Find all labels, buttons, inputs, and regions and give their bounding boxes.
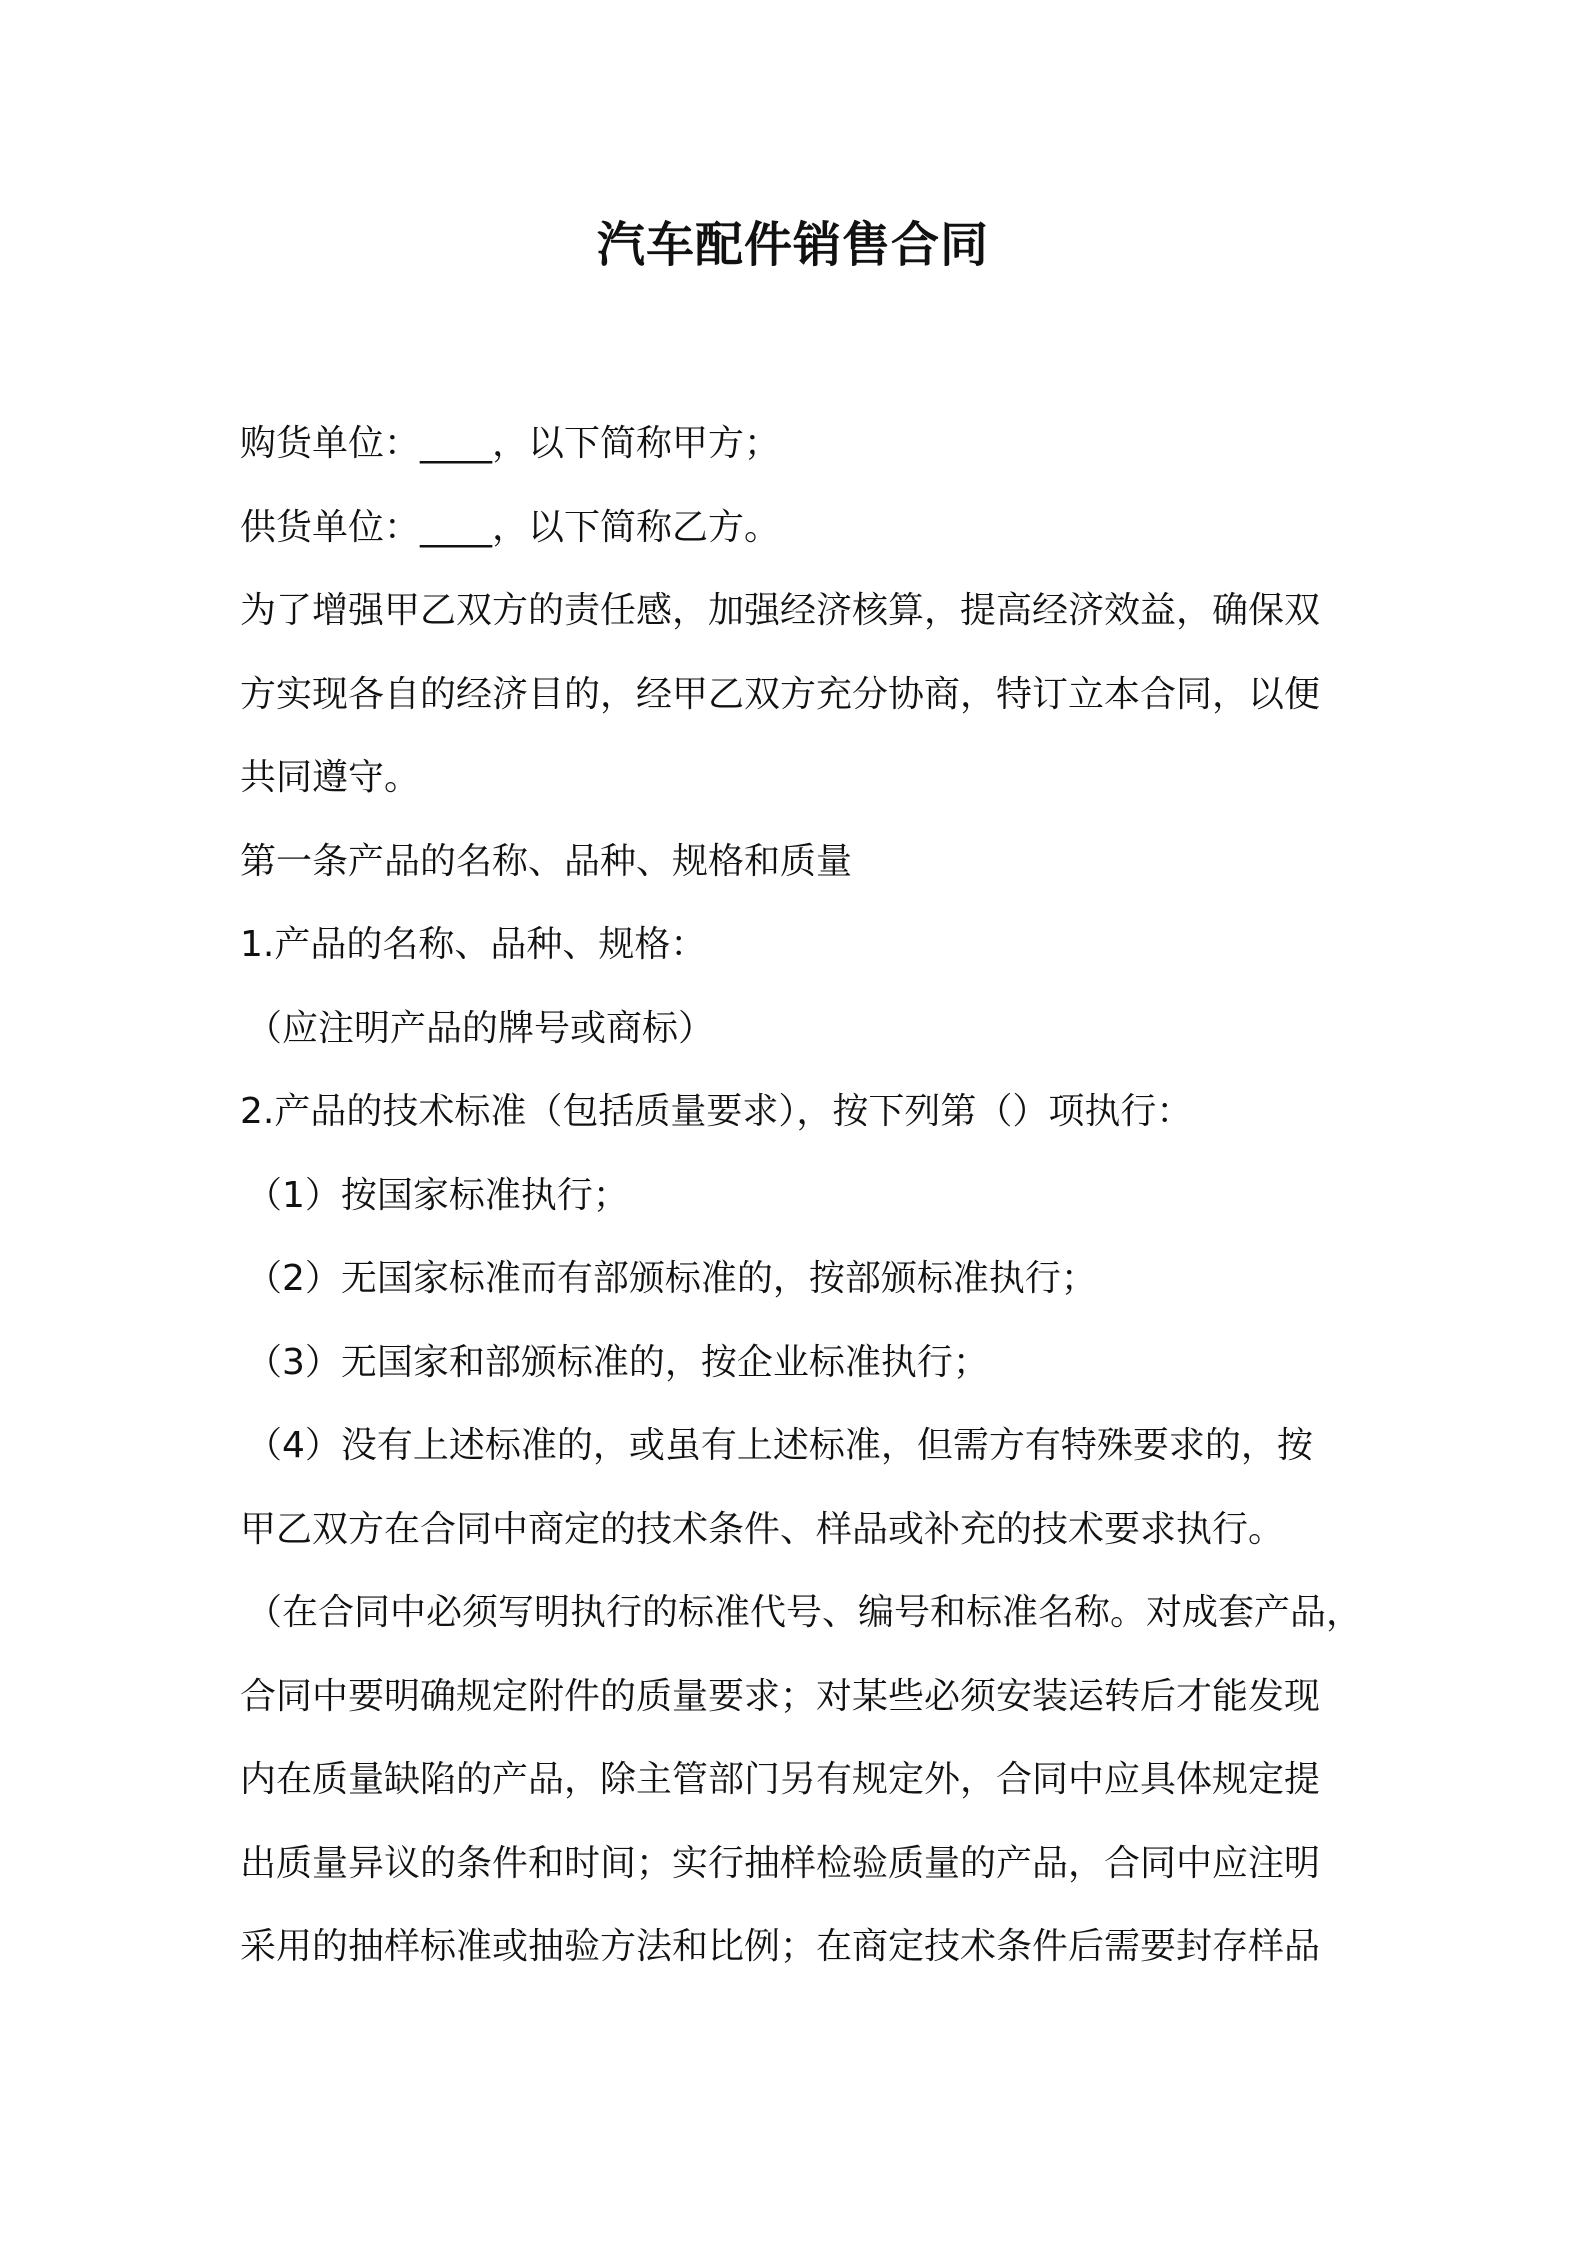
clause-2-option-4-line-1: （4）没有上述标准的，或虽有上述标准，但需方有特殊要求的，按 — [246, 1425, 1313, 1466]
preamble-line-2: 方实现各自的经济目的，经甲乙双方充分协商，特订立本合同，以便 — [240, 673, 1321, 715]
clause-1-note: （应注明产品的牌号或商标） — [246, 1007, 715, 1049]
clause-2-note-line-5: 采用的抽样标准或抽验方法和比例；在商定技术条件后需要封存样品 — [240, 1926, 1321, 1967]
clause-2: 2.产品的技术标准（包括质量要求），按下列第（）项执行： — [240, 1091, 1193, 1132]
clause-2-note-line-4: 出质量异议的条件和时间；实行抽样检验质量的产品，合同中应注明 — [240, 1842, 1321, 1884]
clause-2-note-line-1: （在合同中必须写明执行的标准代号、编号和标准名称。对成套产品， — [246, 1592, 1363, 1633]
clause-2-option-4-line-2: 甲乙双方在合同中商定的技术条件、样品或补充的技术要求执行。 — [240, 1508, 1285, 1550]
document-title: 汽车配件销售合同 — [596, 217, 989, 273]
document-body — [240, 402, 1363, 1989]
clause-2-note-line-3: 内在质量缺陷的产品，除主管部门另有规定外，合同中应具体规定提 — [240, 1759, 1321, 1800]
preamble-line-1: 为了增强甲乙双方的责任感，加强经济核算，提高经济效益，确保双 — [240, 590, 1321, 631]
clause-2-option-2: （2）无国家标准而有部颁标准的，按部颁标准执行； — [246, 1258, 1097, 1299]
clause-2-note-line-2: 合同中要明确规定附件的质量要求；对某些必须安装运转后才能发现 — [240, 1675, 1321, 1717]
preamble-line-3: 共同遵守。 — [240, 757, 421, 798]
supplier-line: 供货单位：____，以下简称乙方。 — [240, 506, 781, 548]
clause-2-option-1: （1）按国家标准执行； — [246, 1174, 629, 1216]
buyer-line: 购货单位：____，以下简称甲方； — [240, 423, 781, 464]
clause-1: 1.产品的名称、品种、规格： — [240, 924, 707, 965]
clause-2-option-3: （3）无国家和部颁标准的，按企业标准执行； — [246, 1341, 989, 1383]
article-1-heading: 第一条产品的名称、品种、规格和质量 — [240, 840, 853, 882]
